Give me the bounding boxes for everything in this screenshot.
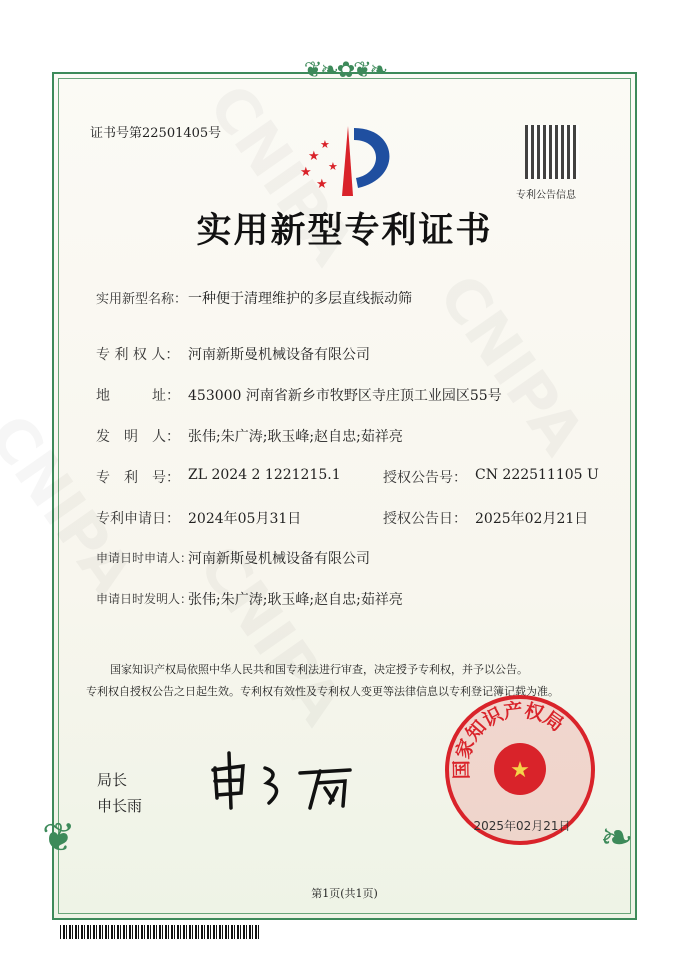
svg-text:★: ★ xyxy=(328,160,338,173)
field-label: 授权公告号： xyxy=(383,470,467,486)
notice-line: 专利权自授权公告之日起生效。专利权有效性及专利权人变更等法律信息以专利登记簿记载为准。 xyxy=(86,685,559,698)
seal-date: 2025年02月21日 xyxy=(473,819,571,833)
field-label: 地 址： xyxy=(96,388,180,404)
qr-caption: 专利公告信息 xyxy=(516,190,576,201)
corner-ornament-icon: ❦ xyxy=(42,815,76,861)
field-label: 申请日时发明人： xyxy=(96,592,193,606)
svg-text:★: ★ xyxy=(308,149,320,164)
field-label: 专 利 权 人： xyxy=(96,347,180,363)
svg-text:★: ★ xyxy=(316,177,328,192)
field-label: 专利申请日： xyxy=(96,511,180,527)
page-footer: 第1页(共1页) xyxy=(311,887,378,900)
qr-code[interactable] xyxy=(525,125,579,179)
page-title: 实用新型专利证书 xyxy=(196,210,493,251)
signatory-name: 申长雨 xyxy=(97,797,143,815)
field-label: 专 利 号： xyxy=(96,470,180,486)
seal-name: 国家知识产权局 xyxy=(450,699,568,780)
cnipa-logo-icon xyxy=(298,118,403,200)
field-value: 河南新斯曼机械设备有限公司 xyxy=(188,551,370,567)
field-label: 申请日时申请人： xyxy=(96,551,193,565)
top-ornament-icon: ❦❧✿❦❧ xyxy=(303,58,387,83)
official-seal xyxy=(445,695,595,845)
certificate-number: 证书号第22501405号 xyxy=(90,126,222,141)
field-value: 张伟;朱广涛;耿玉峰;赵自忠;茹祥亮 xyxy=(188,592,403,608)
svg-text:★: ★ xyxy=(510,758,530,783)
svg-text:★: ★ xyxy=(320,138,330,151)
field-value: 2025年02月21日 xyxy=(475,511,589,527)
field-label: 实用新型名称： xyxy=(96,292,188,307)
signatory-title: 局长 xyxy=(97,771,128,789)
svg-text:★: ★ xyxy=(300,165,312,180)
field-value: 张伟;朱广涛;耿玉峰;赵自忠;茹祥亮 xyxy=(188,429,403,445)
field-value: 一种便于清理维护的多层直线振动筛 xyxy=(188,291,412,307)
barcode xyxy=(60,925,260,939)
field-value: 453000 河南省新乡市牧野区寺庄顶工业园区55号 xyxy=(188,388,502,404)
corner-ornament-icon: ❧ xyxy=(600,815,634,861)
field-value: 河南新斯曼机械设备有限公司 xyxy=(188,347,370,363)
notice-line: 国家知识产权局依照中华人民共和国专利法进行审查，决定授予专利权，并予以公告。 xyxy=(110,663,528,676)
field-value: 2024年05月31日 xyxy=(188,511,302,527)
signature xyxy=(205,748,360,813)
field-value: CN 222511105 U xyxy=(475,467,599,483)
field-value: ZL 2024 2 1221215.1 xyxy=(188,467,341,483)
field-label: 发 明 人： xyxy=(96,429,180,445)
field-label: 授权公告日： xyxy=(383,511,467,527)
